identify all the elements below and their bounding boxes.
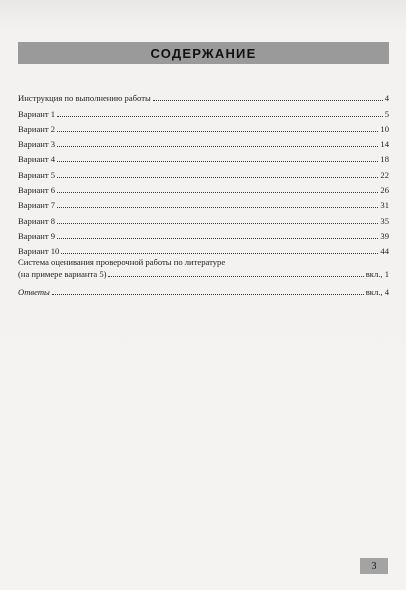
dot-leader	[52, 294, 364, 295]
toc-entry-page: 31	[380, 200, 389, 211]
toc-entry-page: 44	[380, 246, 389, 257]
toc-entry-page: 14	[380, 139, 389, 150]
dot-leader	[57, 223, 378, 224]
toc-entry-label: Ответы	[18, 286, 50, 297]
dot-leader	[57, 161, 378, 162]
toc-entry-label: Вариант 8	[18, 215, 56, 226]
toc-entry-variant-4	[18, 149, 389, 164]
page-title: СОДЕРЖАНИЕ	[150, 45, 257, 61]
toc-entry-label: Вариант 7	[18, 200, 56, 211]
toc-entry-page: вкл., 1	[365, 269, 389, 280]
page-number	[360, 558, 388, 574]
toc-entry-page: 35	[380, 215, 389, 226]
toc-entry-page: 18	[380, 154, 389, 165]
toc-entry-label: Вариант 4	[18, 154, 56, 165]
toc-entry-page: 39	[380, 230, 389, 241]
dot-leader	[57, 192, 378, 193]
toc-entry-instructions	[18, 88, 389, 103]
dot-leader	[61, 253, 378, 254]
toc-entry-page: вкл., 4	[365, 286, 389, 297]
toc-entry-label: Вариант 6	[18, 185, 56, 196]
toc-entry-variant-8	[18, 210, 389, 225]
dot-leader	[57, 177, 378, 178]
toc-entry-page: 10	[380, 123, 389, 134]
toc-entry-variant-1	[18, 103, 389, 118]
toc-entry-variant-9	[18, 226, 389, 241]
toc-entry-variant-3	[18, 134, 389, 149]
toc-entry-page: 4	[384, 93, 389, 104]
toc-entry-answers	[18, 281, 389, 296]
page-number-text: 3	[371, 560, 377, 572]
toc-entry-label: Вариант 2	[18, 123, 56, 134]
toc-entry-variant-2	[18, 119, 389, 134]
toc-entry-label: Инструкция по выполнению работы	[18, 93, 151, 104]
toc-entry-grading-system	[18, 257, 389, 279]
toc-entry-label: (на примере варианта 5)	[18, 269, 107, 280]
dot-leader	[57, 146, 378, 147]
toc-entry-label: Вариант 3	[18, 139, 56, 150]
dot-leader	[57, 116, 383, 117]
toc-entry-variant-6	[18, 180, 389, 195]
dot-leader	[108, 276, 363, 277]
toc-entry-variant-7	[18, 195, 389, 210]
toc-entry-label: Вариант 5	[18, 169, 56, 180]
toc-entry-page: 26	[380, 185, 389, 196]
toc-entry-page: 22	[380, 169, 389, 180]
dot-leader	[153, 100, 383, 101]
toc-entry-label: Вариант 9	[18, 230, 56, 241]
dot-leader	[57, 238, 378, 239]
dot-leader	[57, 131, 378, 132]
toc-entry-page: 5	[384, 108, 389, 119]
toc-entry-label: Вариант 1	[18, 108, 56, 119]
toc-entry-variant-5	[18, 164, 389, 179]
toc-entry-grading-line2	[18, 268, 389, 279]
toc-entry-label: Вариант 10	[18, 246, 60, 257]
toc-entry-variant-10	[18, 241, 389, 256]
toc-entry-label: Система оценивания проверочной работы по литературе	[18, 257, 226, 268]
dot-leader	[57, 207, 378, 208]
table-of-contents	[18, 88, 389, 297]
heading-bar	[18, 42, 389, 64]
